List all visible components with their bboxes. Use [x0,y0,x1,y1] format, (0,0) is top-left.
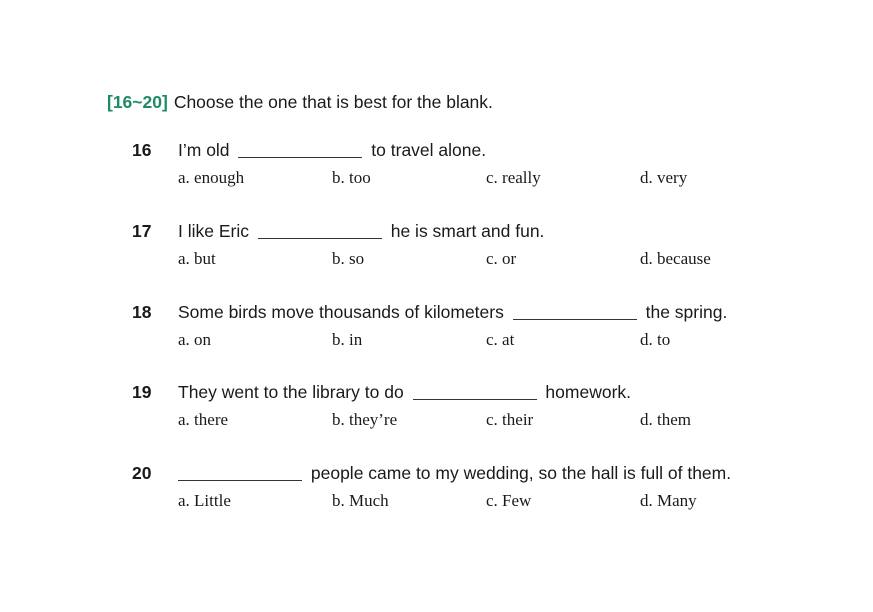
option-a[interactable]: a. on [178,330,212,349]
option-c[interactable]: c. their [486,410,534,429]
option-c[interactable]: c. Few [486,491,532,510]
question-number: 20 [132,463,152,483]
instruction-header [107,88,493,116]
answer-options [178,166,798,190]
question-text [178,378,631,406]
answer-options [178,489,798,513]
option-d[interactable]: d. very [640,168,688,187]
question-text [178,136,486,164]
answer-blank[interactable] [413,381,537,400]
question-range: [16~20] [107,92,168,112]
question-20 [132,459,832,510]
question-16 [132,136,832,187]
sentence-after-blank: homework. [545,382,632,402]
option-c[interactable]: c. at [486,330,515,349]
sentence-after-blank: people came to my wedding, so the hall is full of them. [310,463,732,483]
option-a[interactable]: a. Little [178,491,231,510]
question-text [178,298,727,326]
sentence-after-blank: to travel alone. [371,140,487,160]
sentence-after-blank: he is smart and fun. [390,221,545,241]
question-line [132,459,832,487]
option-b[interactable]: b. they’re [332,410,398,429]
question-line [132,298,832,326]
sentence-before-blank: I like Eric [178,221,249,241]
question-number: 16 [132,140,152,160]
question-line [132,136,832,164]
option-a[interactable]: a. enough [178,168,245,187]
question-19 [132,378,832,429]
question-text [178,217,544,245]
answer-blank[interactable] [513,301,637,320]
question-17 [132,217,832,268]
answer-options [178,408,798,432]
option-b[interactable]: b. in [332,330,363,349]
option-a[interactable]: a. there [178,410,229,429]
answer-options [178,328,798,352]
question-line [132,217,832,245]
instruction-text: Choose the one that is best for the blank. [173,92,493,112]
sentence-after-blank: the spring. [645,302,728,322]
question-line [132,378,832,406]
answer-blank[interactable] [258,220,382,239]
answer-blank[interactable] [178,462,302,481]
question-number: 17 [132,221,152,241]
sentence-before-blank: I’m old [178,140,230,160]
option-d[interactable]: d. because [640,249,711,268]
option-b[interactable]: b. so [332,249,365,268]
option-b[interactable]: b. Much [332,491,389,510]
question-number: 19 [132,382,152,402]
option-c[interactable]: c. or [486,249,517,268]
option-d[interactable]: d. to [640,330,671,349]
sentence-before-blank: Some birds move thousands of kilometers [178,302,504,322]
option-a[interactable]: a. but [178,249,216,268]
question-text [178,459,731,487]
question-18 [132,298,832,349]
option-b[interactable]: b. too [332,168,371,187]
question-number: 18 [132,302,152,322]
answer-options [178,247,798,271]
option-d[interactable]: d. them [640,410,691,429]
option-d[interactable]: d. Many [640,491,697,510]
answer-blank[interactable] [238,139,362,158]
sentence-before-blank: They went to the library to do [178,382,404,402]
option-c[interactable]: c. really [486,168,541,187]
